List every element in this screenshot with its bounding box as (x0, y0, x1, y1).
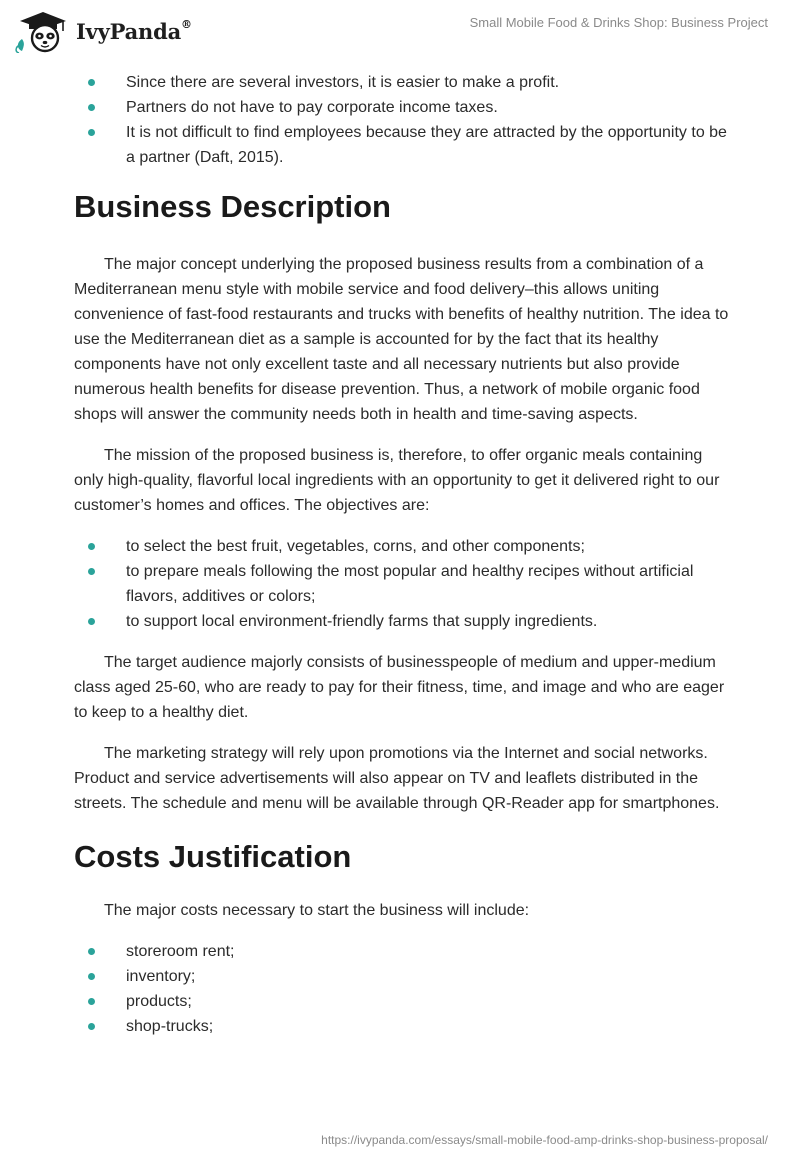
list-item: Partners do not have to pay corporate income taxes. (74, 95, 734, 120)
list-item: products; (74, 989, 734, 1014)
ivypanda-logo[interactable] (14, 9, 192, 53)
paragraph: The target audience majorly consists of businesspeople of medium and upper-medium class aged 25-60, who are ready to pay for their fitness, time, and image and who are eager to keep to a healthy diet. (74, 654, 725, 721)
page-header (0, 0, 800, 62)
bullet-icon (88, 79, 95, 86)
costs-bullet-list (74, 939, 734, 1039)
list-item: Since there are several investors, it is easier to make a profit. (74, 70, 734, 95)
paragraph: The marketing strategy will rely upon promotions via the Internet and social networks. Product and service advertisements will also appear on TV and leaflets distributed in the streets. The schedule and menu will be available through QR-Reader app for smartphones. (74, 745, 720, 812)
list-item: storeroom rent; (74, 939, 734, 964)
list-item: It is not difficult to find employees because they are attracted by the opportunity to be a partner (Daft, 2015). (74, 120, 734, 170)
list-item: to support local environment-friendly farms that supply ingredients. (74, 609, 734, 634)
logo-wordmark: IvyPanda® (76, 17, 192, 44)
bullet-icon (88, 618, 95, 625)
document-title: Small Mobile Food & Drinks Shop: Business Project (469, 15, 768, 30)
list-item: to select the best fruit, vegetables, corns, and other components; (74, 534, 734, 559)
registered-mark: ® (181, 17, 192, 31)
bullet-icon (88, 568, 95, 575)
bullet-icon (88, 129, 95, 136)
paragraph: The major costs necessary to start the business will include: (104, 902, 530, 919)
list-item: inventory; (74, 964, 734, 989)
paragraph: The mission of the proposed business is, therefore, to offer organic meals containing only high-quality, flavorful local ingredients with an opportunity to get it delivered right to our customer’s homes and offices. The objectives are: (74, 447, 720, 514)
list-item: shop-trucks; (74, 1014, 734, 1039)
panda-logo-icon (14, 9, 72, 53)
bullet-icon (88, 998, 95, 1005)
bullet-icon (88, 104, 95, 111)
objectives-bullet-list (74, 534, 734, 634)
bullet-icon (88, 543, 95, 550)
section-heading-business-description: Business Description (74, 189, 391, 224)
bullet-icon (88, 1023, 95, 1030)
bullet-icon (88, 948, 95, 955)
source-url[interactable]: https://ivypanda.com/essays/small-mobile-food-amp-drinks-shop-business-proposal/ (321, 1133, 768, 1147)
essay-body (74, 70, 734, 1039)
list-item: to prepare meals following the most popular and healthy recipes without artificial flavors, additives or colors; (74, 559, 734, 609)
paragraph: The major concept underlying the proposed business results from a combination of a Mediterranean menu style with mobile service and food delivery–this allows uniting convenience of fast-food restaurants and trucks with benefits of healthy nutrition. The idea to use the Mediterranean diet as a sample is accounted for by the fact that its healthy components have not only excellent taste and all necessary nutrients but also provide numerous health benefits for disease prevention. Thus, a network of mobile organic food shops will answer the community needs both in health and time-saving aspects. (74, 256, 729, 423)
section-heading-costs-justification: Costs Justification (74, 839, 352, 874)
intro-bullet-list (74, 70, 734, 170)
bullet-icon (88, 973, 95, 980)
